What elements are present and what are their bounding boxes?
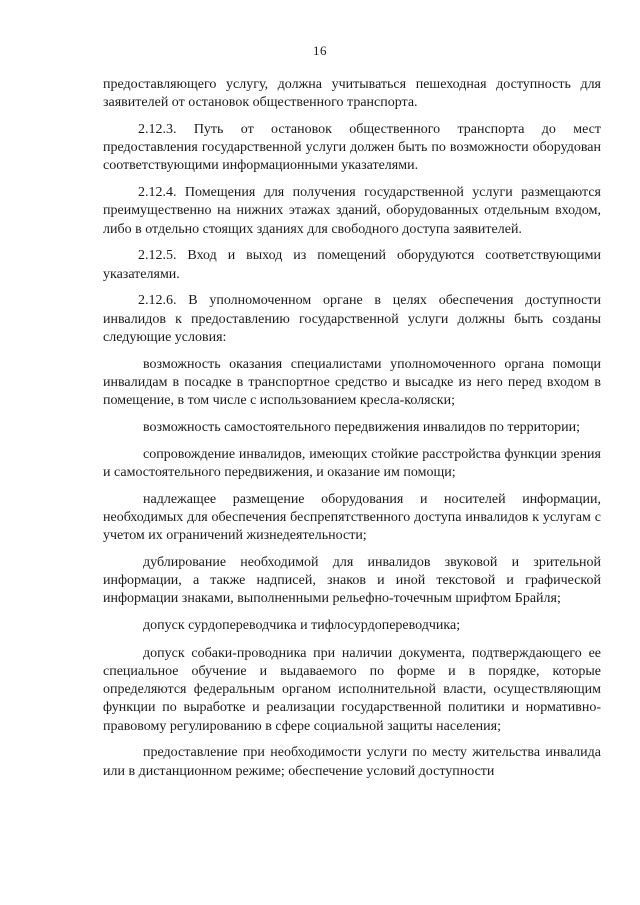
condition-item-guide-dog: допуск собаки-проводника при наличии документа, подтверждающего ее специальное обучение и выдаваемого по форме и в порядке, которые определяются федеральным органом исполнительной власти, осуществляющим функции по выработке и реализации государственной политики и нормативно-правовому регулированию в сфере социальной защиты населения; (103, 645, 601, 734)
condition-item-independent-movement: возможность самостоятельного передвижения инвалидов по территории; (143, 419, 580, 435)
condition-item-boarding-assistance: возможность оказания специалистами уполномоченного органа помощи инвалидам в посадке в транспортное средство и высадке из него перед входом в помещение, в том числе с использованием кресла-коляски; (103, 356, 601, 409)
paragraph-2-12-3: 2.12.3. Путь от остановок общественного транспорта до мест предоставления государственной услуги должен быть по возможности оборудован соответствующими информационными указателями. (103, 122, 601, 174)
paragraph-2-12-5: 2.12.5. Вход и выход из помещений оборудуются соответствующими указателями. (103, 248, 601, 282)
page-number: 16 (313, 43, 327, 58)
paragraph-continuation: предоставляющего услугу, должна учитываться пешеходная доступность для заявителей от остановок общественного транспорта. (103, 77, 601, 111)
condition-item-sign-interpreter: допуск сурдопереводчика и тифлосурдопереводчика; (143, 618, 461, 634)
condition-item-remote-service: предоставление при необходимости услуги по месту жительства инвалида или в дистанционном режиме; обеспечение условий доступности (103, 745, 601, 779)
paragraph-2-12-4: 2.12.4. Помещения для получения государственной услуги размещаются преимущественно на нижних этажах зданий, оборудованных отдельным входом, либо в отдельно стоящих зданиях для свободного доступа заявителей. (103, 185, 601, 237)
paragraph-2-12-6: 2.12.6. В уполномоченном органе в целях обеспечения доступности инвалидов к предоставлению государственной услуги должны быть созданы следующие условия: (103, 293, 601, 345)
condition-item-braille-duplication: дублирование необходимой для инвалидов звуковой и зрительной информации, а также надписей, знаков и иной текстовой и графической информации знаками, выполненными рельефно-точечным шрифтом Брайля; (103, 554, 601, 607)
condition-item-escort: сопровождение инвалидов, имеющих стойкие расстройства функции зрения и самостоятельного передвижения, и оказание им помощи; (103, 446, 601, 480)
page-body (103, 76, 601, 789)
condition-item-equipment-placement: надлежащее размещение оборудования и носителей информации, необходимых для обеспечения беспрепятственного доступа инвалидов к услугам с учетом их ограничений жизнедеятельности; (103, 491, 601, 544)
